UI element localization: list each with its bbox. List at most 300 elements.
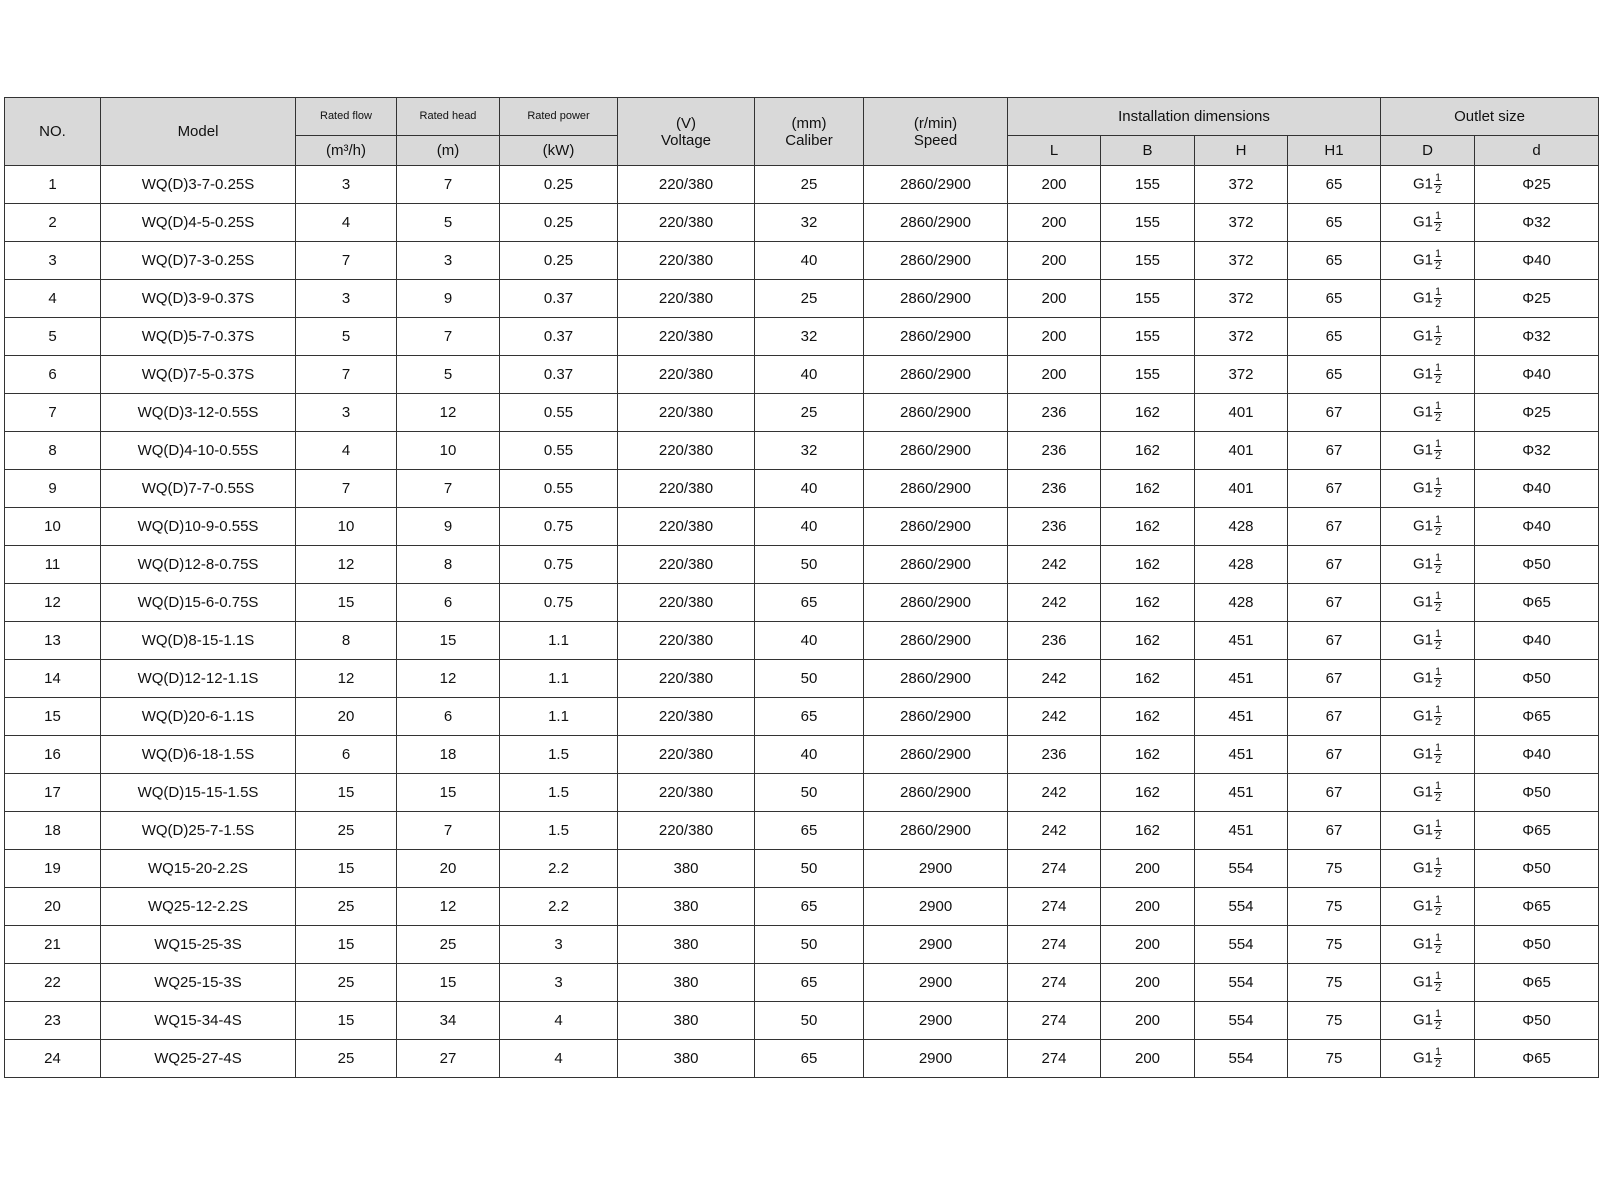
cell-dim-h: 451 bbox=[1195, 660, 1288, 698]
header-voltage-unit: (V) bbox=[676, 114, 696, 132]
cell-dim-h1: 65 bbox=[1288, 242, 1381, 280]
cell-rated-head: 15 bbox=[397, 622, 500, 660]
cell-model: WQ(D)7-5-0.37S bbox=[101, 356, 296, 394]
outlet-thread-prefix: G1 bbox=[1412, 403, 1433, 421]
cell-no: 14 bbox=[5, 660, 101, 698]
cell-model: WQ(D)5-7-0.37S bbox=[101, 318, 296, 356]
cell-rated-power: 2.2 bbox=[500, 850, 618, 888]
cell-dim-h: 451 bbox=[1195, 812, 1288, 850]
cell-rated-head: 7 bbox=[397, 812, 500, 850]
outlet-thread-fraction bbox=[1434, 287, 1442, 310]
header-dim-h: H bbox=[1195, 136, 1288, 166]
fraction-denominator: 2 bbox=[1434, 982, 1442, 994]
cell-dim-b: 200 bbox=[1101, 1002, 1195, 1040]
cell-model: WQ25-27-4S bbox=[101, 1040, 296, 1078]
cell-dim-h1: 67 bbox=[1288, 584, 1381, 622]
cell-voltage: 380 bbox=[618, 850, 755, 888]
cell-caliber: 25 bbox=[755, 166, 864, 204]
fraction-denominator: 2 bbox=[1434, 678, 1442, 690]
cell-rated-power: 1.1 bbox=[500, 660, 618, 698]
cell-dim-l: 200 bbox=[1008, 356, 1101, 394]
outlet-thread-prefix: G1 bbox=[1412, 783, 1433, 801]
cell-voltage: 220/380 bbox=[618, 584, 755, 622]
cell-no: 13 bbox=[5, 622, 101, 660]
cell-voltage: 380 bbox=[618, 1002, 755, 1040]
header-caliber-label: Caliber bbox=[785, 131, 833, 149]
table-row bbox=[5, 318, 1599, 356]
outlet-thread-fraction bbox=[1434, 1009, 1442, 1032]
header-voltage bbox=[618, 98, 755, 166]
cell-rated-flow: 6 bbox=[296, 736, 397, 774]
cell-model: WQ25-15-3S bbox=[101, 964, 296, 1002]
cell-rated-flow: 8 bbox=[296, 622, 397, 660]
table-row bbox=[5, 242, 1599, 280]
cell-dim-l: 236 bbox=[1008, 508, 1101, 546]
cell-rated-flow: 7 bbox=[296, 242, 397, 280]
cell-no: 16 bbox=[5, 736, 101, 774]
outlet-thread-prefix: G1 bbox=[1412, 859, 1433, 877]
cell-voltage: 220/380 bbox=[618, 622, 755, 660]
table-row bbox=[5, 204, 1599, 242]
fraction-numerator: 1 bbox=[1434, 248, 1442, 260]
outlet-thread-prefix: G1 bbox=[1412, 821, 1433, 839]
header-speed bbox=[864, 98, 1008, 166]
cell-caliber: 32 bbox=[755, 204, 864, 242]
fraction-denominator: 2 bbox=[1434, 450, 1442, 462]
fraction-numerator: 1 bbox=[1434, 210, 1442, 222]
table-row bbox=[5, 736, 1599, 774]
outlet-thread-fraction bbox=[1434, 933, 1442, 956]
cell-voltage: 220/380 bbox=[618, 698, 755, 736]
cell-outlet-d-lower: Φ50 bbox=[1475, 546, 1599, 584]
outlet-thread-prefix: G1 bbox=[1412, 631, 1433, 649]
cell-rated-power: 0.25 bbox=[500, 204, 618, 242]
cell-outlet-d-upper bbox=[1381, 204, 1475, 242]
cell-rated-power: 0.37 bbox=[500, 318, 618, 356]
cell-model: WQ(D)3-7-0.25S bbox=[101, 166, 296, 204]
cell-outlet-d-lower: Φ32 bbox=[1475, 432, 1599, 470]
outlet-thread-fraction bbox=[1434, 591, 1442, 614]
cell-outlet-d-lower: Φ40 bbox=[1475, 356, 1599, 394]
cell-dim-b: 162 bbox=[1101, 774, 1195, 812]
cell-voltage: 220/380 bbox=[618, 812, 755, 850]
cell-rated-flow: 25 bbox=[296, 888, 397, 926]
cell-speed: 2900 bbox=[864, 1040, 1008, 1078]
cell-outlet-d-upper bbox=[1381, 546, 1475, 584]
cell-voltage: 220/380 bbox=[618, 204, 755, 242]
cell-rated-flow: 7 bbox=[296, 470, 397, 508]
cell-rated-power: 0.37 bbox=[500, 280, 618, 318]
cell-rated-flow: 15 bbox=[296, 774, 397, 812]
header-outlet-d-lower: d bbox=[1475, 136, 1599, 166]
cell-outlet-d-upper bbox=[1381, 888, 1475, 926]
cell-rated-power: 0.55 bbox=[500, 432, 618, 470]
header-row-1 bbox=[5, 98, 1599, 136]
cell-dim-l: 274 bbox=[1008, 926, 1101, 964]
outlet-thread-prefix: G1 bbox=[1412, 517, 1433, 535]
cell-rated-flow: 7 bbox=[296, 356, 397, 394]
cell-dim-h1: 67 bbox=[1288, 698, 1381, 736]
cell-caliber: 65 bbox=[755, 584, 864, 622]
table-row bbox=[5, 356, 1599, 394]
cell-caliber: 40 bbox=[755, 736, 864, 774]
cell-no: 17 bbox=[5, 774, 101, 812]
cell-model: WQ(D)7-7-0.55S bbox=[101, 470, 296, 508]
fraction-denominator: 2 bbox=[1434, 1020, 1442, 1032]
cell-model: WQ(D)6-18-1.5S bbox=[101, 736, 296, 774]
cell-outlet-d-upper bbox=[1381, 356, 1475, 394]
cell-rated-head: 7 bbox=[397, 166, 500, 204]
cell-dim-b: 155 bbox=[1101, 280, 1195, 318]
cell-dim-h: 372 bbox=[1195, 242, 1288, 280]
cell-dim-h: 554 bbox=[1195, 964, 1288, 1002]
cell-dim-b: 155 bbox=[1101, 242, 1195, 280]
cell-model: WQ(D)10-9-0.55S bbox=[101, 508, 296, 546]
cell-rated-power: 4 bbox=[500, 1040, 618, 1078]
table-row bbox=[5, 1040, 1599, 1078]
header-caliber-unit: (mm) bbox=[791, 114, 827, 132]
cell-outlet-d-lower: Φ65 bbox=[1475, 698, 1599, 736]
cell-voltage: 220/380 bbox=[618, 432, 755, 470]
cell-rated-flow: 12 bbox=[296, 546, 397, 584]
cell-speed: 2860/2900 bbox=[864, 812, 1008, 850]
cell-outlet-d-upper bbox=[1381, 394, 1475, 432]
cell-rated-head: 5 bbox=[397, 204, 500, 242]
cell-dim-h: 401 bbox=[1195, 432, 1288, 470]
cell-caliber: 50 bbox=[755, 546, 864, 584]
header-rated-head: Rated head bbox=[397, 98, 500, 136]
cell-dim-l: 236 bbox=[1008, 394, 1101, 432]
cell-dim-h: 401 bbox=[1195, 470, 1288, 508]
cell-model: WQ(D)3-9-0.37S bbox=[101, 280, 296, 318]
cell-rated-flow: 25 bbox=[296, 812, 397, 850]
cell-rated-power: 1.1 bbox=[500, 622, 618, 660]
cell-rated-power: 3 bbox=[500, 926, 618, 964]
cell-rated-power: 0.25 bbox=[500, 242, 618, 280]
cell-no: 2 bbox=[5, 204, 101, 242]
cell-dim-b: 162 bbox=[1101, 622, 1195, 660]
table-row bbox=[5, 394, 1599, 432]
outlet-thread-fraction bbox=[1434, 857, 1442, 880]
cell-model: WQ(D)15-15-1.5S bbox=[101, 774, 296, 812]
cell-rated-power: 1.5 bbox=[500, 736, 618, 774]
cell-dim-l: 200 bbox=[1008, 280, 1101, 318]
cell-no: 9 bbox=[5, 470, 101, 508]
cell-outlet-d-upper bbox=[1381, 470, 1475, 508]
cell-no: 1 bbox=[5, 166, 101, 204]
outlet-thread-fraction bbox=[1434, 667, 1442, 690]
fraction-numerator: 1 bbox=[1434, 172, 1442, 184]
cell-dim-l: 200 bbox=[1008, 166, 1101, 204]
cell-dim-h1: 67 bbox=[1288, 622, 1381, 660]
cell-speed: 2860/2900 bbox=[864, 508, 1008, 546]
cell-outlet-d-upper bbox=[1381, 850, 1475, 888]
cell-dim-h: 372 bbox=[1195, 280, 1288, 318]
table-header bbox=[5, 98, 1599, 166]
fraction-numerator: 1 bbox=[1434, 1046, 1442, 1058]
cell-dim-h: 451 bbox=[1195, 622, 1288, 660]
cell-dim-l: 242 bbox=[1008, 584, 1101, 622]
table-row bbox=[5, 166, 1599, 204]
cell-rated-flow: 15 bbox=[296, 1002, 397, 1040]
cell-rated-head: 6 bbox=[397, 584, 500, 622]
table-row bbox=[5, 888, 1599, 926]
cell-speed: 2900 bbox=[864, 850, 1008, 888]
cell-dim-b: 162 bbox=[1101, 812, 1195, 850]
cell-voltage: 380 bbox=[618, 964, 755, 1002]
cell-caliber: 65 bbox=[755, 1040, 864, 1078]
cell-no: 23 bbox=[5, 1002, 101, 1040]
outlet-thread-fraction bbox=[1434, 249, 1442, 272]
header-no: NO. bbox=[5, 98, 101, 166]
cell-dim-l: 200 bbox=[1008, 318, 1101, 356]
header-model: Model bbox=[101, 98, 296, 166]
outlet-thread-prefix: G1 bbox=[1412, 441, 1433, 459]
cell-no: 21 bbox=[5, 926, 101, 964]
cell-dim-l: 236 bbox=[1008, 470, 1101, 508]
outlet-thread-prefix: G1 bbox=[1412, 897, 1433, 915]
cell-caliber: 32 bbox=[755, 318, 864, 356]
header-installation-dimensions: Installation dimensions bbox=[1008, 98, 1381, 136]
cell-rated-flow: 3 bbox=[296, 166, 397, 204]
cell-model: WQ(D)4-10-0.55S bbox=[101, 432, 296, 470]
cell-no: 20 bbox=[5, 888, 101, 926]
cell-voltage: 220/380 bbox=[618, 394, 755, 432]
cell-dim-h1: 67 bbox=[1288, 812, 1381, 850]
cell-dim-h1: 65 bbox=[1288, 166, 1381, 204]
fraction-denominator: 2 bbox=[1434, 488, 1442, 500]
cell-dim-l: 200 bbox=[1008, 242, 1101, 280]
table-row bbox=[5, 470, 1599, 508]
header-outlet-size: Outlet size bbox=[1381, 98, 1599, 136]
cell-caliber: 65 bbox=[755, 698, 864, 736]
outlet-thread-prefix: G1 bbox=[1412, 479, 1433, 497]
cell-caliber: 40 bbox=[755, 470, 864, 508]
outlet-thread-prefix: G1 bbox=[1412, 327, 1433, 345]
outlet-thread-prefix: G1 bbox=[1412, 251, 1433, 269]
fraction-numerator: 1 bbox=[1434, 514, 1442, 526]
fraction-numerator: 1 bbox=[1434, 742, 1442, 754]
cell-rated-head: 12 bbox=[397, 888, 500, 926]
cell-rated-head: 12 bbox=[397, 660, 500, 698]
cell-rated-head: 27 bbox=[397, 1040, 500, 1078]
fraction-numerator: 1 bbox=[1434, 818, 1442, 830]
cell-dim-b: 162 bbox=[1101, 736, 1195, 774]
cell-dim-h: 372 bbox=[1195, 166, 1288, 204]
fraction-numerator: 1 bbox=[1434, 970, 1442, 982]
cell-dim-h1: 65 bbox=[1288, 318, 1381, 356]
header-rated-flow-unit: (m³/h) bbox=[296, 136, 397, 166]
cell-dim-h1: 67 bbox=[1288, 546, 1381, 584]
outlet-thread-prefix: G1 bbox=[1412, 1049, 1433, 1067]
header-dim-l: L bbox=[1008, 136, 1101, 166]
cell-dim-b: 162 bbox=[1101, 470, 1195, 508]
cell-rated-power: 1.5 bbox=[500, 774, 618, 812]
outlet-thread-prefix: G1 bbox=[1412, 707, 1433, 725]
cell-no: 7 bbox=[5, 394, 101, 432]
fraction-numerator: 1 bbox=[1434, 476, 1442, 488]
cell-dim-h1: 65 bbox=[1288, 204, 1381, 242]
cell-dim-b: 200 bbox=[1101, 926, 1195, 964]
table-row bbox=[5, 850, 1599, 888]
outlet-thread-prefix: G1 bbox=[1412, 555, 1433, 573]
cell-voltage: 220/380 bbox=[618, 660, 755, 698]
cell-rated-flow: 3 bbox=[296, 280, 397, 318]
cell-caliber: 65 bbox=[755, 888, 864, 926]
cell-outlet-d-upper bbox=[1381, 736, 1475, 774]
cell-speed: 2900 bbox=[864, 964, 1008, 1002]
cell-dim-h: 372 bbox=[1195, 204, 1288, 242]
cell-dim-h: 554 bbox=[1195, 926, 1288, 964]
header-speed-unit: (r/min) bbox=[913, 114, 958, 132]
cell-dim-b: 200 bbox=[1101, 1040, 1195, 1078]
cell-outlet-d-lower: Φ50 bbox=[1475, 774, 1599, 812]
cell-rated-flow: 15 bbox=[296, 926, 397, 964]
cell-no: 8 bbox=[5, 432, 101, 470]
cell-rated-head: 12 bbox=[397, 394, 500, 432]
cell-dim-l: 236 bbox=[1008, 736, 1101, 774]
cell-dim-l: 236 bbox=[1008, 432, 1101, 470]
cell-voltage: 220/380 bbox=[618, 774, 755, 812]
cell-dim-h1: 75 bbox=[1288, 1040, 1381, 1078]
header-outlet-d-upper: D bbox=[1381, 136, 1475, 166]
fraction-numerator: 1 bbox=[1434, 1008, 1442, 1020]
cell-speed: 2860/2900 bbox=[864, 774, 1008, 812]
cell-speed: 2860/2900 bbox=[864, 166, 1008, 204]
cell-outlet-d-upper bbox=[1381, 242, 1475, 280]
cell-rated-head: 20 bbox=[397, 850, 500, 888]
table-row bbox=[5, 964, 1599, 1002]
outlet-thread-prefix: G1 bbox=[1412, 1011, 1433, 1029]
cell-dim-l: 242 bbox=[1008, 774, 1101, 812]
cell-model: WQ15-34-4S bbox=[101, 1002, 296, 1040]
table-row bbox=[5, 546, 1599, 584]
fraction-denominator: 2 bbox=[1434, 1058, 1442, 1070]
cell-dim-h: 451 bbox=[1195, 774, 1288, 812]
cell-outlet-d-upper bbox=[1381, 318, 1475, 356]
cell-dim-l: 274 bbox=[1008, 1040, 1101, 1078]
cell-rated-flow: 25 bbox=[296, 964, 397, 1002]
cell-dim-h: 428 bbox=[1195, 546, 1288, 584]
cell-rated-power: 0.75 bbox=[500, 584, 618, 622]
fraction-denominator: 2 bbox=[1434, 906, 1442, 918]
cell-outlet-d-lower: Φ32 bbox=[1475, 204, 1599, 242]
cell-dim-l: 236 bbox=[1008, 622, 1101, 660]
cell-dim-l: 274 bbox=[1008, 964, 1101, 1002]
outlet-thread-fraction bbox=[1434, 743, 1442, 766]
cell-no: 24 bbox=[5, 1040, 101, 1078]
fraction-numerator: 1 bbox=[1434, 628, 1442, 640]
cell-outlet-d-lower: Φ50 bbox=[1475, 926, 1599, 964]
cell-rated-head: 6 bbox=[397, 698, 500, 736]
table-row bbox=[5, 926, 1599, 964]
cell-caliber: 25 bbox=[755, 280, 864, 318]
cell-dim-b: 155 bbox=[1101, 318, 1195, 356]
fraction-numerator: 1 bbox=[1434, 704, 1442, 716]
cell-voltage: 380 bbox=[618, 1040, 755, 1078]
fraction-numerator: 1 bbox=[1434, 666, 1442, 678]
cell-dim-b: 200 bbox=[1101, 888, 1195, 926]
cell-dim-b: 162 bbox=[1101, 546, 1195, 584]
cell-rated-power: 0.75 bbox=[500, 546, 618, 584]
fraction-numerator: 1 bbox=[1434, 286, 1442, 298]
cell-dim-h: 554 bbox=[1195, 1002, 1288, 1040]
cell-outlet-d-lower: Φ40 bbox=[1475, 508, 1599, 546]
cell-rated-head: 18 bbox=[397, 736, 500, 774]
cell-outlet-d-lower: Φ40 bbox=[1475, 622, 1599, 660]
table-row bbox=[5, 698, 1599, 736]
cell-rated-head: 9 bbox=[397, 508, 500, 546]
cell-dim-l: 242 bbox=[1008, 698, 1101, 736]
cell-outlet-d-lower: Φ65 bbox=[1475, 1040, 1599, 1078]
cell-dim-b: 162 bbox=[1101, 432, 1195, 470]
cell-voltage: 220/380 bbox=[618, 356, 755, 394]
fraction-denominator: 2 bbox=[1434, 716, 1442, 728]
cell-outlet-d-lower: Φ50 bbox=[1475, 1002, 1599, 1040]
cell-outlet-d-lower: Φ32 bbox=[1475, 318, 1599, 356]
cell-rated-head: 15 bbox=[397, 774, 500, 812]
cell-dim-l: 274 bbox=[1008, 850, 1101, 888]
cell-no: 12 bbox=[5, 584, 101, 622]
cell-dim-b: 162 bbox=[1101, 660, 1195, 698]
fraction-numerator: 1 bbox=[1434, 856, 1442, 868]
header-rated-flow: Rated flow bbox=[296, 98, 397, 136]
cell-voltage: 220/380 bbox=[618, 280, 755, 318]
cell-no: 6 bbox=[5, 356, 101, 394]
cell-rated-power: 1.1 bbox=[500, 698, 618, 736]
cell-dim-h: 451 bbox=[1195, 698, 1288, 736]
cell-rated-flow: 15 bbox=[296, 584, 397, 622]
cell-outlet-d-upper bbox=[1381, 1040, 1475, 1078]
outlet-thread-fraction bbox=[1434, 515, 1442, 538]
outlet-thread-fraction bbox=[1434, 553, 1442, 576]
cell-dim-l: 274 bbox=[1008, 1002, 1101, 1040]
cell-caliber: 50 bbox=[755, 850, 864, 888]
fraction-denominator: 2 bbox=[1434, 336, 1442, 348]
fraction-denominator: 2 bbox=[1434, 260, 1442, 272]
table-row bbox=[5, 508, 1599, 546]
fraction-denominator: 2 bbox=[1434, 298, 1442, 310]
cell-outlet-d-lower: Φ65 bbox=[1475, 964, 1599, 1002]
cell-rated-head: 7 bbox=[397, 318, 500, 356]
cell-dim-h: 451 bbox=[1195, 736, 1288, 774]
cell-outlet-d-upper bbox=[1381, 926, 1475, 964]
cell-rated-head: 3 bbox=[397, 242, 500, 280]
cell-rated-head: 7 bbox=[397, 470, 500, 508]
cell-caliber: 50 bbox=[755, 1002, 864, 1040]
table-row bbox=[5, 812, 1599, 850]
cell-outlet-d-upper bbox=[1381, 1002, 1475, 1040]
cell-dim-b: 155 bbox=[1101, 204, 1195, 242]
cell-no: 18 bbox=[5, 812, 101, 850]
header-rated-head-unit: (m) bbox=[397, 136, 500, 166]
cell-dim-h1: 75 bbox=[1288, 964, 1381, 1002]
cell-rated-power: 2.2 bbox=[500, 888, 618, 926]
table-row bbox=[5, 584, 1599, 622]
cell-voltage: 380 bbox=[618, 888, 755, 926]
cell-outlet-d-upper bbox=[1381, 698, 1475, 736]
fraction-numerator: 1 bbox=[1434, 362, 1442, 374]
fraction-numerator: 1 bbox=[1434, 932, 1442, 944]
cell-rated-flow: 20 bbox=[296, 698, 397, 736]
cell-rated-flow: 4 bbox=[296, 204, 397, 242]
cell-speed: 2860/2900 bbox=[864, 432, 1008, 470]
cell-dim-b: 155 bbox=[1101, 166, 1195, 204]
outlet-thread-fraction bbox=[1434, 363, 1442, 386]
cell-rated-head: 10 bbox=[397, 432, 500, 470]
cell-rated-flow: 4 bbox=[296, 432, 397, 470]
cell-speed: 2860/2900 bbox=[864, 698, 1008, 736]
